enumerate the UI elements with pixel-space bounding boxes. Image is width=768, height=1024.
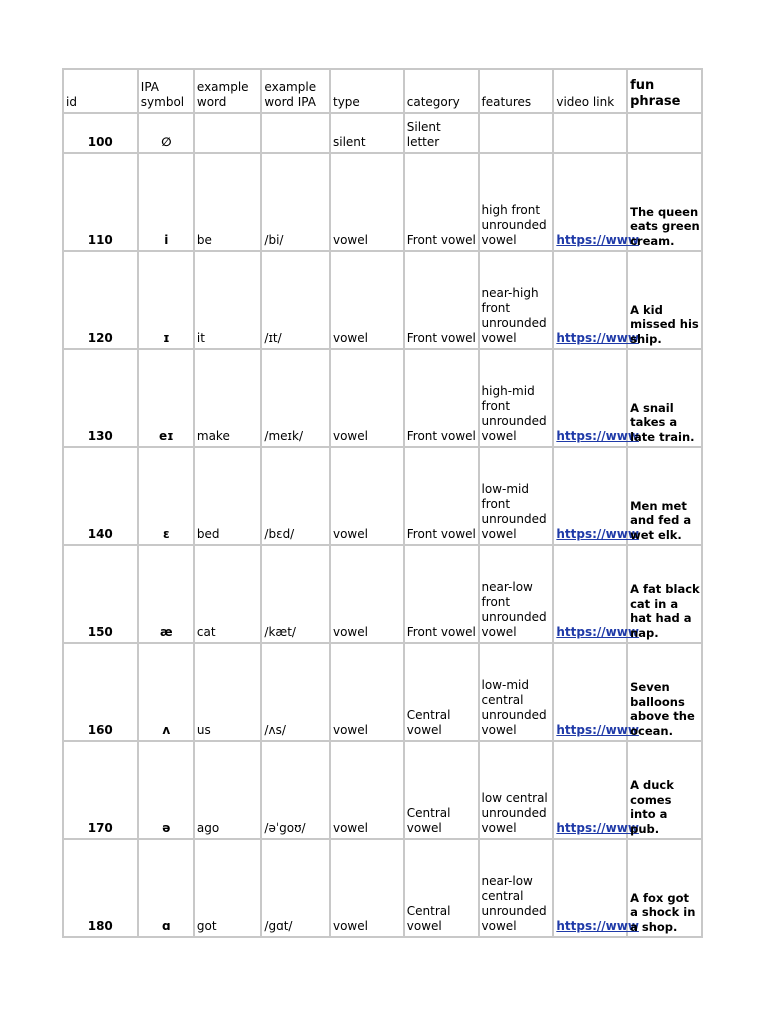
cell-example-word[interactable]: bed <box>194 447 262 545</box>
cell-ipa-symbol[interactable]: ɛ <box>138 447 194 545</box>
cell-ipa-symbol[interactable]: i <box>138 153 194 251</box>
cell-example-word-ipa[interactable]: /meɪk/ <box>261 349 330 447</box>
cell-category[interactable]: Silent letter <box>404 113 479 153</box>
cell-id[interactable]: 140 <box>63 447 138 545</box>
cell-example-word-ipa[interactable]: /bɛd/ <box>261 447 330 545</box>
table-row <box>63 839 702 937</box>
cell-type[interactable]: vowel <box>330 545 404 643</box>
header-fun-phrase[interactable]: fun phrase <box>627 69 702 113</box>
table-row <box>63 447 702 545</box>
cell-fun-phrase[interactable]: Seven balloons above the ocean. <box>627 643 702 741</box>
cell-type[interactable]: vowel <box>330 251 404 349</box>
cell-fun-phrase[interactable]: A fat black cat in a hat had a nap. <box>627 545 702 643</box>
cell-features[interactable]: near-low central unrounded vowel <box>479 839 554 937</box>
header-example-word[interactable]: example word <box>194 69 262 113</box>
cell-fun-phrase[interactable] <box>627 113 702 153</box>
cell-features[interactable]: high-mid front unrounded vowel <box>479 349 554 447</box>
cell-video-link[interactable] <box>553 113 627 153</box>
table-row <box>63 741 702 839</box>
cell-ipa-symbol[interactable]: æ <box>138 545 194 643</box>
header-ipa-symbol[interactable]: IPA symbol <box>138 69 194 113</box>
cell-video-link[interactable] <box>553 839 639 937</box>
cell-example-word[interactable] <box>194 113 262 153</box>
video-link[interactable]: https://www <box>556 429 639 443</box>
cell-type[interactable]: silent <box>330 113 404 153</box>
header-row <box>63 69 702 113</box>
video-link[interactable]: https://www <box>556 331 639 345</box>
cell-fun-phrase[interactable]: The queen eats green cream. <box>627 153 702 251</box>
table-row <box>63 113 702 153</box>
cell-video-link[interactable] <box>553 741 639 839</box>
cell-example-word[interactable]: it <box>194 251 262 349</box>
cell-video-link[interactable] <box>553 349 639 447</box>
table-row <box>63 545 702 643</box>
header-features[interactable]: features <box>479 69 554 113</box>
video-link[interactable]: https://www <box>556 919 639 933</box>
video-link[interactable]: https://www <box>556 233 639 247</box>
header-category[interactable]: category <box>404 69 479 113</box>
cell-example-word-ipa[interactable]: /kæt/ <box>261 545 330 643</box>
cell-example-word-ipa[interactable]: /ɪt/ <box>261 251 330 349</box>
cell-video-link[interactable] <box>553 447 639 545</box>
cell-features[interactable]: near-high front unrounded vowel <box>479 251 554 349</box>
cell-example-word[interactable]: got <box>194 839 262 937</box>
cell-example-word-ipa[interactable]: /əˈgoʊ/ <box>261 741 330 839</box>
cell-type[interactable]: vowel <box>330 349 404 447</box>
cell-fun-phrase[interactable]: A kid missed his ship. <box>627 251 702 349</box>
table-row <box>63 153 702 251</box>
cell-category[interactable]: Front vowel <box>404 251 479 349</box>
cell-category[interactable]: Central vowel <box>404 741 479 839</box>
header-id[interactable]: id <box>63 69 138 113</box>
cell-example-word[interactable]: be <box>194 153 262 251</box>
cell-example-word[interactable]: ago <box>194 741 262 839</box>
cell-category[interactable]: Front vowel <box>404 153 479 251</box>
cell-category[interactable]: Central vowel <box>404 643 479 741</box>
cell-features[interactable]: high front unrounded vowel <box>479 153 554 251</box>
cell-id[interactable]: 170 <box>63 741 138 839</box>
cell-video-link[interactable] <box>553 251 639 349</box>
cell-type[interactable]: vowel <box>330 741 404 839</box>
header-example-word-ipa[interactable]: example word IPA <box>261 69 330 113</box>
cell-features[interactable] <box>479 113 554 153</box>
cell-category[interactable]: Front vowel <box>404 349 479 447</box>
video-link[interactable]: https://www <box>556 625 639 639</box>
cell-features[interactable]: near-low front unrounded vowel <box>479 545 554 643</box>
cell-fun-phrase[interactable]: A fox got a shock in a shop. <box>627 839 702 937</box>
cell-id[interactable]: 180 <box>63 839 138 937</box>
cell-category[interactable]: Central vowel <box>404 839 479 937</box>
cell-category[interactable]: Front vowel <box>404 447 479 545</box>
header-type[interactable]: type <box>330 69 404 113</box>
cell-video-link[interactable] <box>553 545 639 643</box>
cell-ipa-symbol[interactable]: ə <box>138 741 194 839</box>
spreadsheet <box>62 68 703 938</box>
cell-id[interactable]: 160 <box>63 643 138 741</box>
cell-type[interactable]: vowel <box>330 447 404 545</box>
cell-ipa-symbol[interactable]: eɪ <box>138 349 194 447</box>
cell-example-word-ipa[interactable]: /gɑt/ <box>261 839 330 937</box>
cell-features[interactable]: low-mid central unrounded vowel <box>479 643 554 741</box>
cell-ipa-symbol[interactable]: ɪ <box>138 251 194 349</box>
cell-ipa-symbol[interactable]: ∅ <box>138 113 194 153</box>
cell-features[interactable]: low-mid front unrounded vowel <box>479 447 554 545</box>
cell-video-link[interactable] <box>553 643 639 741</box>
cell-ipa-symbol[interactable]: ʌ <box>138 643 194 741</box>
phoneme-table <box>62 68 703 938</box>
cell-type[interactable]: vowel <box>330 153 404 251</box>
table-row <box>63 643 702 741</box>
cell-video-link[interactable] <box>553 153 639 251</box>
cell-example-word-ipa[interactable] <box>261 113 330 153</box>
table-row <box>63 251 702 349</box>
cell-category[interactable]: Front vowel <box>404 545 479 643</box>
cell-example-word-ipa[interactable]: /bi/ <box>261 153 330 251</box>
cell-example-word[interactable]: make <box>194 349 262 447</box>
video-link[interactable]: https://www <box>556 527 639 541</box>
cell-id[interactable]: 150 <box>63 545 138 643</box>
cell-example-word[interactable]: cat <box>194 545 262 643</box>
cell-type[interactable]: vowel <box>330 643 404 741</box>
cell-id[interactable]: 130 <box>63 349 138 447</box>
cell-features[interactable]: low central unrounded vowel <box>479 741 554 839</box>
cell-example-word-ipa[interactable]: /ʌs/ <box>261 643 330 741</box>
cell-fun-phrase[interactable]: Men met and fed a wet elk. <box>627 447 702 545</box>
cell-ipa-symbol[interactable]: ɑ <box>138 839 194 937</box>
video-link[interactable]: https://www <box>556 821 639 835</box>
cell-id[interactable]: 100 <box>63 113 138 153</box>
cell-type[interactable]: vowel <box>330 839 404 937</box>
video-link[interactable]: https://www <box>556 723 639 737</box>
cell-id[interactable]: 110 <box>63 153 138 251</box>
cell-id[interactable]: 120 <box>63 251 138 349</box>
cell-fun-phrase[interactable]: A duck comes into a pub. <box>627 741 702 839</box>
table-row <box>63 349 702 447</box>
header-video-link[interactable]: video link <box>553 69 627 113</box>
cell-example-word[interactable]: us <box>194 643 262 741</box>
cell-fun-phrase[interactable]: A snail takes a late train. <box>627 349 702 447</box>
